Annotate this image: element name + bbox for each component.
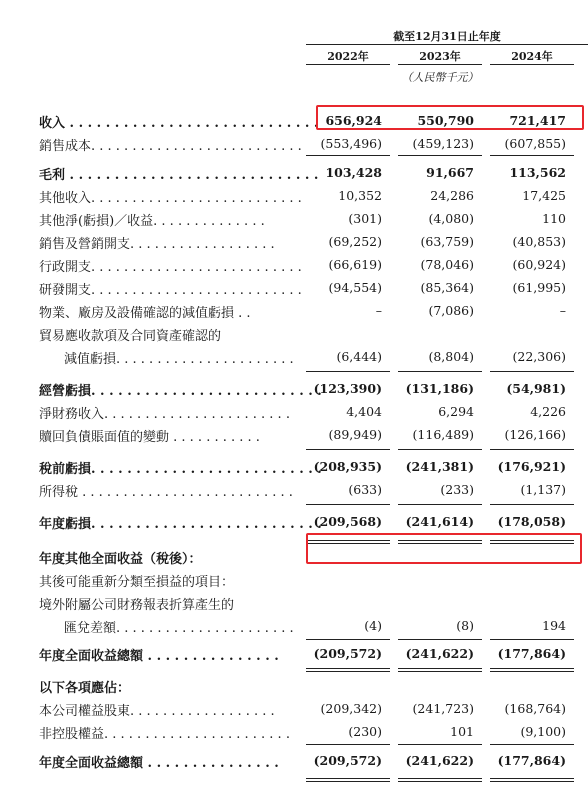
double-rule-line — [398, 543, 482, 544]
row-label: 行政開支. . . . . . . . . . . . . . . . . . . . . . . . . . — [39, 260, 302, 275]
rule-line — [398, 371, 482, 372]
rule-line — [490, 639, 574, 640]
row-value: 4,404 — [346, 404, 382, 419]
row-value: (22,306) — [512, 349, 566, 364]
row-value: (6,444) — [336, 349, 382, 364]
row-value: 721,417 — [509, 113, 566, 128]
row-value: (241,614) — [405, 514, 474, 529]
rule-line — [306, 371, 390, 372]
rule-line — [306, 504, 390, 505]
row-label: 境外附屬公司財務報表折算產生的 — [39, 598, 235, 613]
row-label: 其後可能重新分類至損益的項目： — [39, 575, 235, 590]
rule-line — [398, 639, 482, 640]
highlight-loss-box — [306, 533, 582, 564]
row-label: 研發開支. . . . . . . . . . . . . . . . . . . . . . . . . . — [39, 283, 302, 298]
row-value: (61,995) — [512, 280, 566, 295]
double-rule-line — [306, 671, 390, 672]
row-label: 物業、廠房及設備確認的減值虧損 . . — [39, 306, 251, 321]
row-label: 所得稅 . . . . . . . . . . . . . . . . . . . . . . . . . . — [39, 485, 293, 500]
double-rule-line — [306, 540, 390, 541]
double-rule-line — [306, 543, 390, 544]
rule-line — [398, 155, 482, 156]
row-value: 113,562 — [509, 165, 566, 180]
double-rule-line — [306, 778, 390, 779]
period-header: 截至12月31日止年度 — [393, 30, 501, 43]
row-value: (209,342) — [320, 701, 382, 716]
year-underline — [306, 64, 390, 65]
row-value: (233) — [440, 482, 474, 497]
double-rule-line — [398, 778, 482, 779]
double-rule-line — [490, 540, 574, 541]
row-label: 贖回負債賬面值的變動 . . . . . . . . . . . — [39, 430, 260, 445]
row-value: (208,935) — [313, 459, 382, 474]
row-value: (69,252) — [328, 234, 382, 249]
rule-line — [306, 155, 390, 156]
row-value: (131,186) — [405, 381, 474, 396]
row-value: – — [375, 303, 382, 318]
row-label: 銷售及營銷開支. . . . . . . . . . . . . . . . . . — [39, 237, 275, 252]
row-value: (9,100) — [520, 724, 566, 739]
row-value: (78,046) — [420, 257, 474, 272]
double-rule-line — [490, 781, 574, 782]
rule-line — [398, 744, 482, 745]
row-value: (177,864) — [497, 753, 566, 768]
row-label: 其他淨(虧損)／收益. . . . . . . . . . . . . . — [39, 214, 265, 229]
row-label: 年度全面收益總額 . . . . . . . . . . . . . . . — [39, 649, 279, 664]
row-value: (553,496) — [320, 136, 382, 151]
row-value: (85,364) — [420, 280, 474, 295]
rule-line — [490, 155, 574, 156]
row-label: 其他收入. . . . . . . . . . . . . . . . . . . . . . . . . . — [39, 191, 302, 206]
row-value: (209,568) — [313, 514, 382, 529]
rule-line — [306, 744, 390, 745]
row-value: (301) — [348, 211, 382, 226]
row-value: 91,667 — [426, 165, 474, 180]
row-value: (241,381) — [405, 459, 474, 474]
row-value: (176,921) — [497, 459, 566, 474]
double-rule-line — [398, 781, 482, 782]
double-rule-line — [490, 668, 574, 669]
row-label: 匯兌差額. . . . . . . . . . . . . . . . . . . . . . — [64, 621, 294, 636]
row-value: (63,759) — [420, 234, 474, 249]
row-label: 非控股權益. . . . . . . . . . . . . . . . . . . . . . . — [39, 727, 290, 742]
row-value: (89,949) — [328, 427, 382, 442]
row-value: (94,554) — [328, 280, 382, 295]
double-rule-line — [398, 540, 482, 541]
row-value: (8,804) — [428, 349, 474, 364]
row-value: (209,572) — [313, 646, 382, 661]
row-value: 550,790 — [417, 113, 474, 128]
row-value: 103,428 — [325, 165, 382, 180]
row-value: 10,352 — [338, 188, 382, 203]
row-label: 年度虧損. . . . . . . . . . . . . . . . . . . . . . . . . . — [39, 517, 322, 532]
rule-line — [490, 449, 574, 450]
rule-line — [490, 504, 574, 505]
row-label: 減值虧損. . . . . . . . . . . . . . . . . . . . . . — [64, 352, 294, 367]
row-value: (241,622) — [405, 753, 474, 768]
row-value: (8) — [456, 618, 474, 633]
row-value: 4,226 — [530, 404, 566, 419]
row-label: 年度其他全面收益（稅後）： — [39, 552, 202, 567]
rule-line — [306, 639, 390, 640]
row-label: 淨財務收入. . . . . . . . . . . . . . . . . . . . . . . — [39, 407, 290, 422]
row-value: 6,294 — [438, 404, 474, 419]
row-value: 110 — [542, 211, 566, 226]
row-value: (54,981) — [506, 381, 566, 396]
row-value: (7,086) — [428, 303, 474, 318]
row-value: (178,058) — [497, 514, 566, 529]
row-value: (459,123) — [412, 136, 474, 151]
double-rule-line — [490, 778, 574, 779]
row-value: (230) — [348, 724, 382, 739]
row-value: (209,572) — [313, 753, 382, 768]
rule-line — [490, 744, 574, 745]
row-label: 貿易應收款項及合同資產確認的 — [39, 329, 222, 344]
row-value: (241,723) — [412, 701, 474, 716]
row-label: 以下各項應佔： — [39, 681, 131, 696]
row-value: (4,080) — [428, 211, 474, 226]
year-header-2024: 2024年 — [511, 50, 553, 63]
year-underline — [398, 64, 482, 65]
row-value: 101 — [450, 724, 474, 739]
year-header-2023: 2023年 — [419, 50, 461, 63]
year-header-2022: 2022年 — [327, 50, 369, 63]
row-label: 年度全面收益總額 . . . . . . . . . . . . . . . — [39, 756, 279, 771]
rule-line — [490, 371, 574, 372]
rule-line — [398, 504, 482, 505]
row-value: (1,137) — [520, 482, 566, 497]
row-value: 24,286 — [430, 188, 474, 203]
row-value: – — [559, 303, 566, 318]
double-rule-line — [306, 781, 390, 782]
double-rule-line — [490, 543, 574, 544]
row-label: 經營虧損. . . . . . . . . . . . . . . . . . . . . . . . . . — [39, 384, 322, 399]
row-value: (60,924) — [512, 257, 566, 272]
rule-line — [398, 449, 482, 450]
row-value: (633) — [348, 482, 382, 497]
double-rule-line — [306, 668, 390, 669]
double-rule-line — [490, 671, 574, 672]
row-value: (116,489) — [412, 427, 474, 442]
row-value: 17,425 — [522, 188, 566, 203]
row-value: (607,855) — [504, 136, 566, 151]
row-value: 194 — [542, 618, 566, 633]
row-value: (66,619) — [328, 257, 382, 272]
currency-note: （人民幣千元） — [401, 71, 479, 84]
row-value: 656,924 — [325, 113, 382, 128]
row-value: (40,853) — [512, 234, 566, 249]
row-label: 本公司權益股東. . . . . . . . . . . . . . . . . . — [39, 704, 275, 719]
row-value: (177,864) — [497, 646, 566, 661]
row-value: (126,166) — [504, 427, 566, 442]
row-label: 銷售成本. . . . . . . . . . . . . . . . . . . . . . . . . . — [39, 139, 302, 154]
period-underline — [306, 44, 588, 45]
year-underline — [490, 64, 574, 65]
row-label: 稅前虧損. . . . . . . . . . . . . . . . . . . . . . . . . . — [39, 462, 322, 477]
row-value: (123,390) — [313, 381, 382, 396]
row-value: (241,622) — [405, 646, 474, 661]
double-rule-line — [398, 671, 482, 672]
row-value: (168,764) — [504, 701, 566, 716]
row-label: 毛利 . . . . . . . . . . . . . . . . . . . . . . . . . . . . — [39, 168, 319, 183]
rule-line — [306, 449, 390, 450]
row-label: 收入 . . . . . . . . . . . . . . . . . . . . . . . . . . . . — [39, 116, 319, 131]
double-rule-line — [398, 668, 482, 669]
row-value: (4) — [364, 618, 382, 633]
